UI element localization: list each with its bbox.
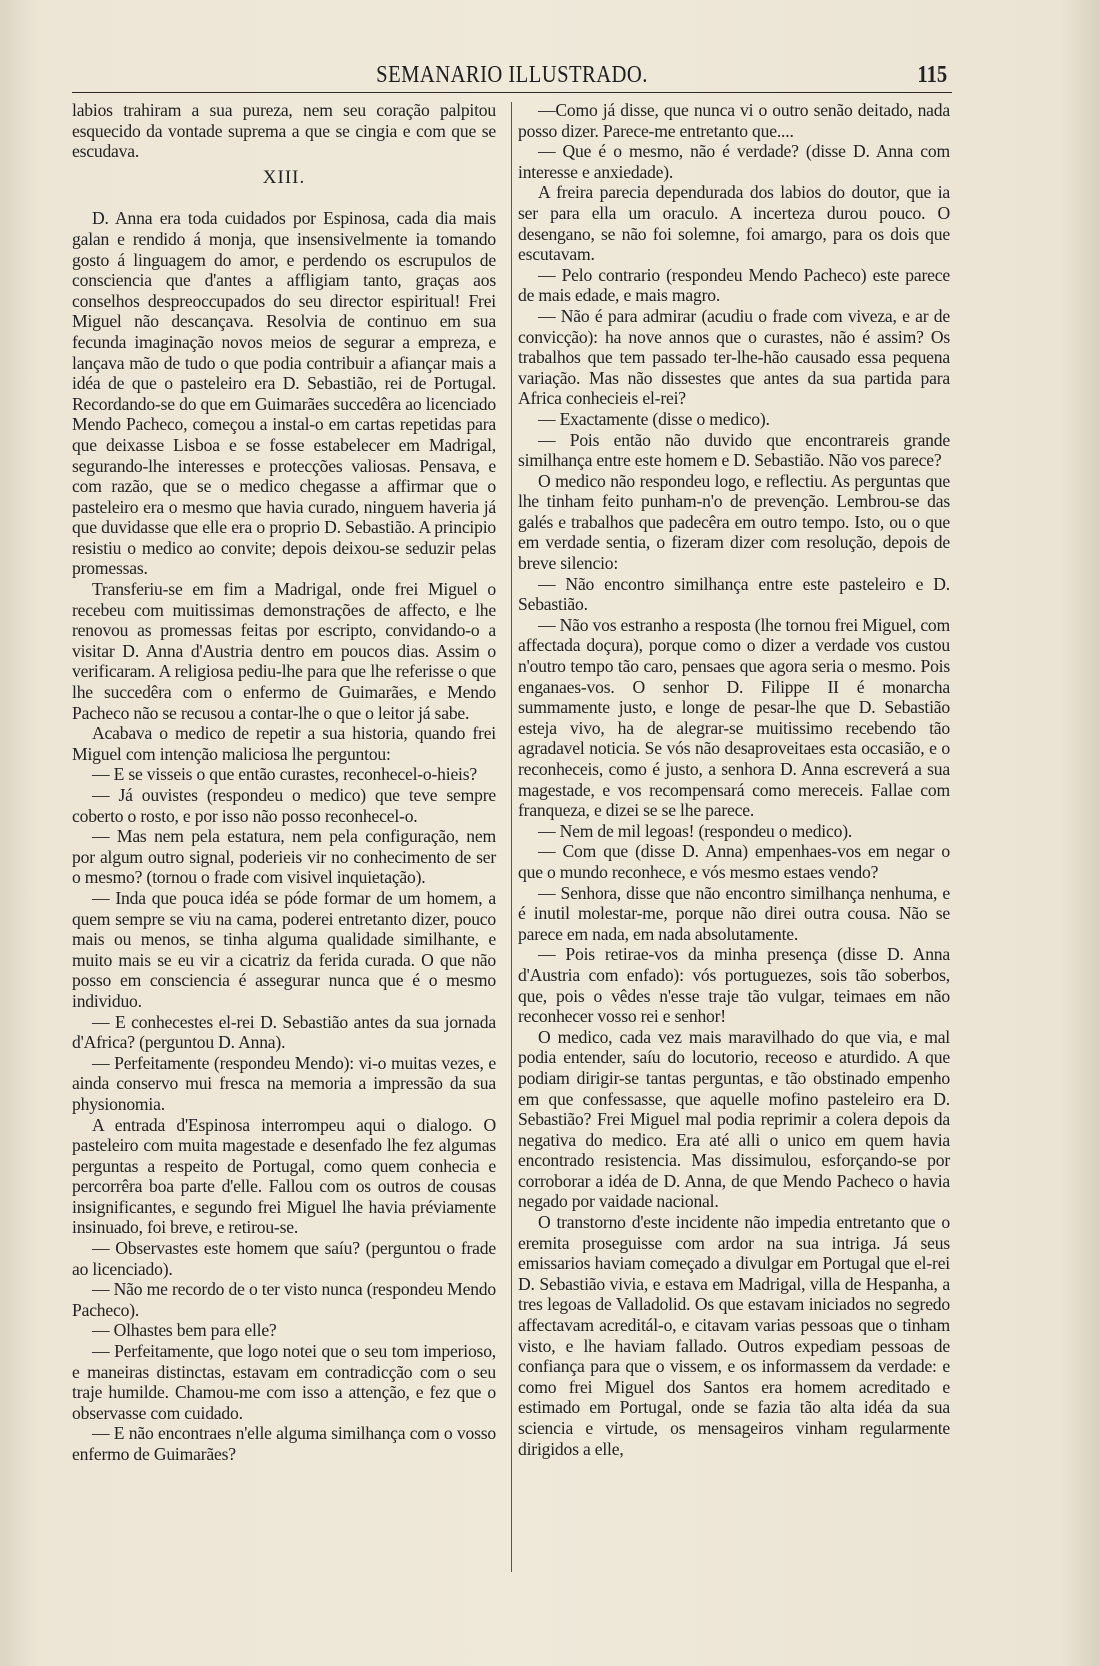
header-rule bbox=[72, 92, 952, 93]
dialogue-line: — Perfeitamente (respondeu Mendo): vi-o muitas vezes, e ainda conservo mui fresca na memoria a impressão da sua physionomia. bbox=[72, 1052, 496, 1114]
dialogue-line: — Com que (disse D. Anna) empenhaes-vos em negar o que o mundo reconhece, e vós mesmo estaes vendo? bbox=[518, 841, 950, 882]
paragraph: labios trahiram a sua pureza, nem seu coração palpitou esquecido da vontade suprema a que se cingia e com que se escudava. bbox=[72, 100, 496, 162]
dialogue-line: — Olhastes bem para elle? bbox=[92, 1320, 277, 1341]
dialogue-line: — E se visseis o que então curastes, reconhecel-o-hieis? bbox=[92, 764, 478, 785]
dialogue-line: — Que é o mesmo, não é verdade? (disse D. Anna com interesse e anxiedade). bbox=[518, 141, 950, 182]
dialogue-line: — Pelo contrario (respondeu Mendo Pacheco) este parece de mais edade, e mais magro. bbox=[518, 264, 950, 306]
right-column bbox=[518, 100, 950, 1459]
paragraph: D. Anna era toda cuidados por Espinosa, cada dia mais galan e rendido á monja, que insensivelmente ia tomando gosto á linguagem do amor, e perdendo os escrupulos de consciencia que d'antes a affligiam tanto, graças aos conselhos despreoccupados do seu director espiritual! Frei Miguel não descançava. Resolvia de continuo em sua fecunda imaginação novos meios de segurar a empreza, e lançava mão de tudo o que podia contribuir a afiançar mais a idéa de que o pasteleiro era D. Sebastião, rei de Portugal. Recordando-se do que em Guimarães succedêra ao licenciado Mendo Pacheco, começou a instal-o em cartas repetidas para que deixasse Lisboa e se fosse estabelecer em Madrigal, segurando-lhe interesses e protecções valiosas. Pensava, e com razão, que se o medico chegasse a affirmar que o pasteleiro era o mesmo que havia curado, ninguem haveria já que duvidasse que elle era o proprio D. Sebastião. A principio resistiu o medico ao convite; depois deixou-se seduzir pelas promessas. bbox=[72, 208, 496, 579]
dialogue-line: — Senhora, disse que não encontro similhança nenhuma, e é inutil molestar-me, porque não direi outra cousa. Não se parece em nada, em nada absolutamente. bbox=[518, 882, 950, 944]
paragraph: O medico não respondeu logo, e reflectiu. As perguntas que lhe tinham feito punham-n'o de prevenção. Lembrou-se das galés e trabalhos que padecêra em outro tempo. Isto, ou o que em verdade sentia, o fizeram dizer com resolução, depois de breve silencio: bbox=[518, 470, 950, 574]
paragraph: O transtorno d'este incidente não impedia entretanto que o eremita proseguisse com ardor na sua intriga. Já seus emissarios haviam começado a divulgar em Portugal que el-rei D. Sebastião vivia, e estava em Madrigal, villa de Hespanha, a tres legoas de Valladolid. Os que estavam iniciados no segredo affectavam acreditál-o, e citavam varias pessoas que o tinham visto, e lhe haviam fallado. Outros expediam pessoas de confiança para que o vissem, e os informassem da verdade: e como frei Miguel dos Santos era homem acreditado e estimado em Portugal, onde se fazia tão alta idéa da sua sciencia e virtude, os mensageiros vinham regularmente dirigidos a elle, bbox=[518, 1212, 950, 1459]
left-column bbox=[72, 100, 496, 1465]
dialogue-line: — Observastes este homem que saíu? (perguntou o frade ao licenciado). bbox=[72, 1238, 496, 1279]
paragraph: A entrada d'Espinosa interrompeu aqui o dialogo. O pasteleiro com muita magestade e desenfado lhe fez algumas perguntas a respeito de Portugal, como quem conhecia e percorrêra boa parte d'elle. Fallou com os outros de cousas insignificantes, e segundo frei Miguel lhe havia préviamente insinuado, foi breve, e retirou-se. bbox=[72, 1114, 496, 1238]
dialogue-line: — Não é para admirar (acudiu o frade com viveza, e ar de convicção): ha nove annos que o curastes, não é assim? Os trabalhos que tem passado ter-lhe-hão causado essa pequena variação. Mas não dissestes que antes da sua partida para Africa conhecieis el-rei? bbox=[518, 305, 950, 409]
dialogue-line: — Não me recordo de o ter visto nunca (respondeu Mendo Pacheco). bbox=[72, 1279, 496, 1320]
paragraph: O medico, cada vez mais maravilhado do que via, e mal podia entender, saíu do locutorio, receoso e aturdido. A que podiam dirigir-se tantas perguntas, e tão obstinado empenho em que confessasse, que aquelle mofino pasteleiro era D. Sebastião? Frei Miguel mal podia reprimir a colera depois da negativa do medico. Era até alli o unico em quem havia encontrado resistencia. Mas dissimulou, esforçando-se por corroborar a idéa de D. Anna, de que Mendo Pacheco o havia negado por vaidade nacional. bbox=[518, 1026, 950, 1212]
paragraph: A freira parecia dependurada dos labios do doutor, que ia ser para ella um oraculo. A incerteza durou pouco. O desengano, se não foi solemne, foi amargo, para os dois que escutavam. bbox=[518, 182, 950, 265]
dialogue-line: — Pois retirae-vos da minha presença (disse D. Anna d'Austria com enfado): vós portuguezes, sois tão soberbos, que, pois o vêdes n'esse traje tão vulgar, teimaes em não reconhecer vosso rei e senhor! bbox=[518, 944, 950, 1027]
dialogue-line: — Pois então não duvido que encontrareis grande similhança entre este homem e D. Sebastião. Não vos parece? bbox=[518, 429, 950, 471]
dialogue-line: — Exactamente (disse o medico). bbox=[538, 408, 770, 429]
chapter-heading: XIII. bbox=[262, 166, 306, 188]
dialogue-line: — Não vos estranho a resposta (lhe tornou frei Miguel, com affectada doçura), porque como o dizer a verdade vos custou n'outro tempo tão caro, pensaes que agora seria o mesmo. Pois enganaes-vos. O senhor D. Filippe II é monarcha summamente justo, e longe de pesar-lhe que D. Sebastião esteja vivo, ha de alegrar-se muitissimo recebendo tão agradavel noticia. Se vós não desaproveitaes esta occasião, e o reconheceis, como é justo, a senhora D. Anna escreverá a sua magestade, e vos recompensará como mereceis. Fallae com franqueza, e dizei se se lhe parece. bbox=[518, 614, 951, 821]
dialogue-line: — Inda que pouca idéa se póde formar de um homem, a quem sempre se viu na cama, poderei entretanto dizer, pouco mais ou menos, se tinha alguma qualidade similhante, e muito mais se eu vir a cicatriz da ferida curada. O que não posso em consciencia é assegurar nunca que é o mesmo individuo. bbox=[72, 887, 496, 1011]
dialogue-line: —Como já disse, que nunca vi o outro senão deitado, nada posso dizer. Parece-me entretanto que.... bbox=[518, 100, 950, 141]
dialogue-line: — E não encontraes n'elle alguma similhança com o vosso enfermo de Guimarães? bbox=[72, 1423, 496, 1464]
publication-title: SEMANARIO ILLUSTRADO. bbox=[376, 62, 648, 88]
paragraph: Transferiu-se em fim a Madrigal, onde frei Miguel o recebeu com muitissimas demonstrações de affecto, e lhe renovou as promessas feitas por escripto, convidando-o a visitar D. Anna d'Austria dentro em poucos dias. Assim o verificaram. A religiosa pediu-lhe para que lhe referisse o que lhe succedêra com o enfermo de Guimarães, e Mendo Pacheco não se recusou a contar-lhe o que o leitor já sabe. bbox=[72, 579, 496, 723]
page-header bbox=[72, 60, 952, 94]
column-divider bbox=[511, 102, 512, 1572]
dialogue-line: — Perfeitamente, que logo notei que o seu tom imperioso, e maneiras distinctas, estavam em contradicção com o seu traje humilde. Chamou-me com isso a attenção, e fez que o observasse com cuidado. bbox=[72, 1341, 496, 1423]
page-number: 115 bbox=[917, 62, 948, 88]
dialogue-line: — Nem de mil legoas! (respondeu o medico). bbox=[538, 820, 853, 841]
dialogue-line: — E conhecestes el-rei D. Sebastião antes da sua jornada d'Africa? (perguntou D. Anna). bbox=[72, 1011, 496, 1053]
dialogue-line: — Não encontro similhança entre este pasteleiro e D. Sebastião. bbox=[518, 573, 950, 615]
dialogue-line: — Já ouvistes (respondeu o medico) que teve sempre coberto o rosto, e por isso não posso reconhecel-o. bbox=[72, 785, 496, 826]
paragraph: Acabava o medico de repetir a sua historia, quando frei Miguel com intenção maliciosa lhe perguntou: bbox=[72, 723, 496, 764]
dialogue-line: — Mas nem pela estatura, nem pela configuração, nem por algum outro signal, poderieis vir no conhecimento de ser o mesmo? (tornou o frade com visivel inquietação). bbox=[72, 826, 496, 888]
